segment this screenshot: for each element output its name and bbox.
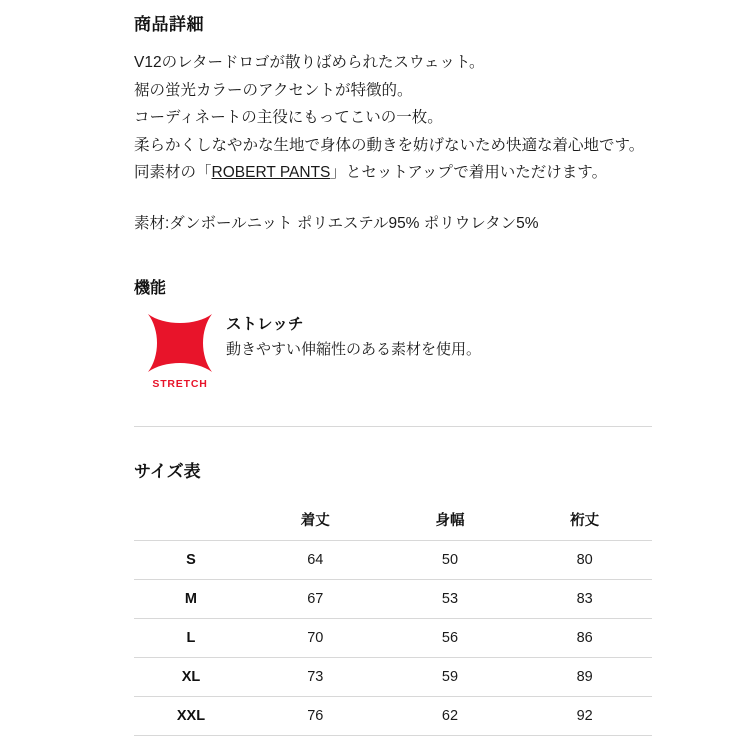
size-chart-body [134, 541, 652, 736]
column-header-width: 身幅 [383, 498, 518, 541]
stretch-icon [146, 312, 214, 374]
cell-width: 59 [383, 658, 518, 697]
feature-heading: 機能 [134, 280, 167, 298]
row-size-label: S [134, 541, 248, 580]
cell-length: 76 [248, 697, 383, 736]
table-row [134, 697, 652, 736]
column-header-sleeve: 裄丈 [517, 498, 652, 541]
column-header-length: 着丈 [248, 498, 383, 541]
cell-sleeve: 83 [517, 580, 652, 619]
feature-row [134, 308, 652, 390]
cell-width: 50 [383, 541, 518, 580]
description-line-4: 柔らかくしなやかな生地で身体の動きを妨げないため快適な着心地です。 [134, 136, 645, 154]
row-size-label: XL [134, 658, 248, 697]
row-size-label: L [134, 619, 248, 658]
cell-sleeve: 80 [517, 541, 652, 580]
size-chart-title: サイズ表 [134, 462, 201, 482]
column-header-size [134, 498, 248, 541]
cell-sleeve: 92 [517, 697, 652, 736]
cell-length: 67 [248, 580, 383, 619]
page-title: 商品詳細 [134, 15, 204, 34]
cell-length: 73 [248, 658, 383, 697]
material-text: 素材:ダンボールニット ポリエステル95% ポリウレタン5% [134, 214, 539, 232]
feature-title: ストレッチ [226, 316, 304, 334]
description-line-1: V12のレタードロゴが散りばめられたスウェット。 [134, 54, 485, 71]
setup-suffix: 」とセットアップで着用いただけます。 [330, 164, 608, 182]
feature-description: 動きやすい伸縮性のある素材を使用。 [226, 341, 482, 359]
size-chart-table [134, 498, 652, 736]
cell-sleeve: 89 [517, 658, 652, 697]
table-row [134, 541, 652, 580]
feature-text-block [226, 308, 481, 362]
robert-pants-link[interactable]: ROBERT PANTS [211, 164, 331, 182]
row-size-label: XXL [134, 697, 248, 736]
cell-length: 64 [248, 541, 383, 580]
description-line-3: コーディネートの主役にもってこいの一枚。 [134, 109, 443, 127]
product-description [134, 49, 646, 187]
section-divider [134, 426, 652, 427]
stretch-icon-block [134, 308, 226, 390]
row-size-label: M [134, 580, 248, 619]
table-row [134, 658, 652, 697]
description-line-2: 裾の蛍光カラーのアクセントが特徴的。 [134, 81, 413, 99]
content-column [134, 10, 652, 736]
setup-prefix: 同素材の「 [134, 164, 212, 182]
cell-width: 62 [383, 697, 518, 736]
cell-width: 53 [383, 580, 518, 619]
size-chart-header [134, 498, 652, 541]
table-row [134, 580, 652, 619]
cell-length: 70 [248, 619, 383, 658]
stretch-icon-label: STRETCH [152, 378, 208, 391]
table-header-row [134, 498, 652, 541]
cell-width: 56 [383, 619, 518, 658]
table-row [134, 619, 652, 658]
cell-sleeve: 86 [517, 619, 652, 658]
